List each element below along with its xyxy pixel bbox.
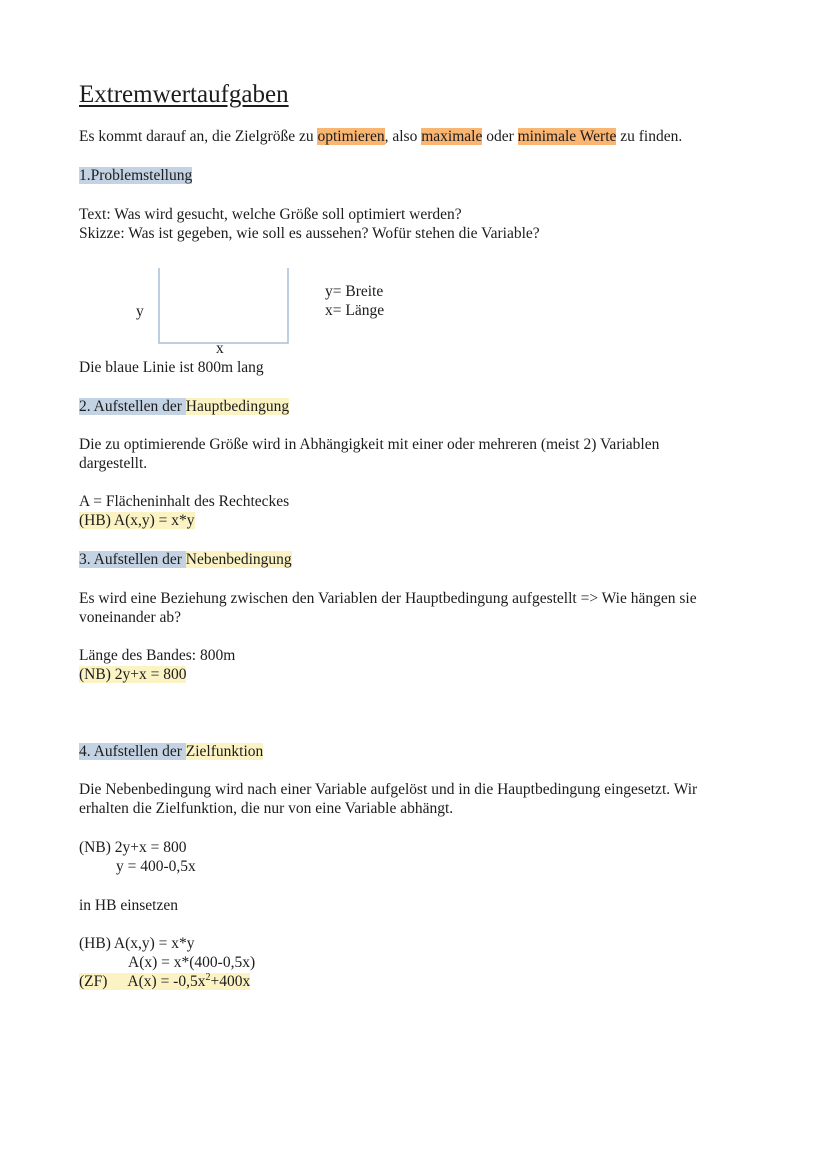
rectangle-sketch bbox=[158, 268, 290, 346]
zf-formula bbox=[127, 973, 250, 990]
intro-text-2: , also bbox=[384, 128, 422, 145]
section4-desc-2: erhalten die Zielfunktion, die nur von eine Variable abhängt. bbox=[79, 800, 454, 817]
legend-y: y= Breite bbox=[325, 283, 384, 300]
section1-note: Die blaue Linie ist 800m lang bbox=[79, 359, 264, 376]
section2-formula bbox=[79, 511, 195, 530]
section3-desc-2: voneinander ab? bbox=[79, 609, 181, 626]
section1-text-line: Text: Was wird gesucht, welche Größe soll optimiert werden? bbox=[79, 206, 462, 223]
hb-substituted: A(x) = x*(400-0,5x) bbox=[128, 954, 256, 971]
nb-formula: (NB) 2y+x = 800 bbox=[79, 666, 187, 683]
legend-x: x= Länge bbox=[325, 302, 385, 319]
section2-heading-pre: 2. Aufstellen der bbox=[79, 398, 186, 415]
page-title: Extremwertaufgaben bbox=[79, 81, 289, 108]
sketch-label-y: y bbox=[136, 303, 144, 320]
section1-heading-text: 1.Problemstellung bbox=[79, 167, 193, 184]
zf-exponent: 2 bbox=[205, 972, 211, 983]
nb-solved-y: y = 400-0,5x bbox=[116, 858, 196, 875]
section3-formula bbox=[79, 665, 186, 684]
zf-formula-pre: A(x) = -0,5x bbox=[127, 973, 206, 990]
section4-heading-pre: 4. Aufstellen der bbox=[79, 743, 186, 760]
section2-desc-2: dargestellt. bbox=[79, 455, 148, 472]
intro-text-1: Es kommt darauf an, die Zielgröße zu bbox=[79, 128, 318, 145]
hb-formula: (HB) A(x,y) = x*y bbox=[79, 512, 195, 529]
section3-definition: Länge des Bandes: 800m bbox=[79, 647, 236, 664]
section4-heading-hl: Zielfunktion bbox=[185, 743, 264, 760]
section2-heading-hl: Hauptbedingung bbox=[185, 398, 290, 415]
section1-heading bbox=[79, 166, 192, 185]
section3-desc-1: Es wird eine Beziehung zwischen den Variablen der Hauptbedingung aufgestellt => Wie hängen sie bbox=[79, 590, 697, 607]
highlight-optimieren: optimieren bbox=[317, 128, 385, 145]
sketch-label-x: x bbox=[216, 340, 224, 357]
section4-heading bbox=[79, 742, 263, 761]
insert-instruction: in HB einsetzen bbox=[79, 897, 179, 914]
blue-fence-line bbox=[159, 268, 288, 343]
intro-paragraph bbox=[79, 127, 682, 146]
zf-label: (ZF) bbox=[79, 973, 127, 990]
section2-heading bbox=[79, 397, 289, 416]
section2-definition: A = Flächeninhalt des Rechteckes bbox=[79, 493, 290, 510]
section1-sketch-line: Skizze: Was ist gegeben, wie soll es aussehen? Wofür stehen die Variable? bbox=[79, 225, 540, 242]
highlight-maximale: maximale bbox=[421, 128, 483, 145]
section3-heading-hl: Nebenbedingung bbox=[185, 551, 292, 568]
section2-desc-1: Die zu optimierende Größe wird in Abhängigkeit mit einer oder mehreren (meist 2) Variablen bbox=[79, 436, 660, 453]
nb-equation: (NB) 2y+x = 800 bbox=[79, 839, 187, 856]
zf-formula-post: +400x bbox=[210, 973, 251, 990]
highlight-minimale-werte: minimale Werte bbox=[517, 128, 617, 145]
section4-desc-1: Die Nebenbedingung wird nach einer Variable aufgelöst und in die Hauptbedingung eingesetzt. Wir bbox=[79, 781, 698, 798]
intro-text-3: oder bbox=[482, 128, 518, 145]
hb-equation: (HB) A(x,y) = x*y bbox=[79, 935, 195, 952]
section3-heading bbox=[79, 550, 292, 569]
intro-text-4: zu finden. bbox=[616, 128, 683, 145]
zf-line bbox=[79, 972, 250, 991]
section3-heading-pre: 3. Aufstellen der bbox=[79, 551, 186, 568]
